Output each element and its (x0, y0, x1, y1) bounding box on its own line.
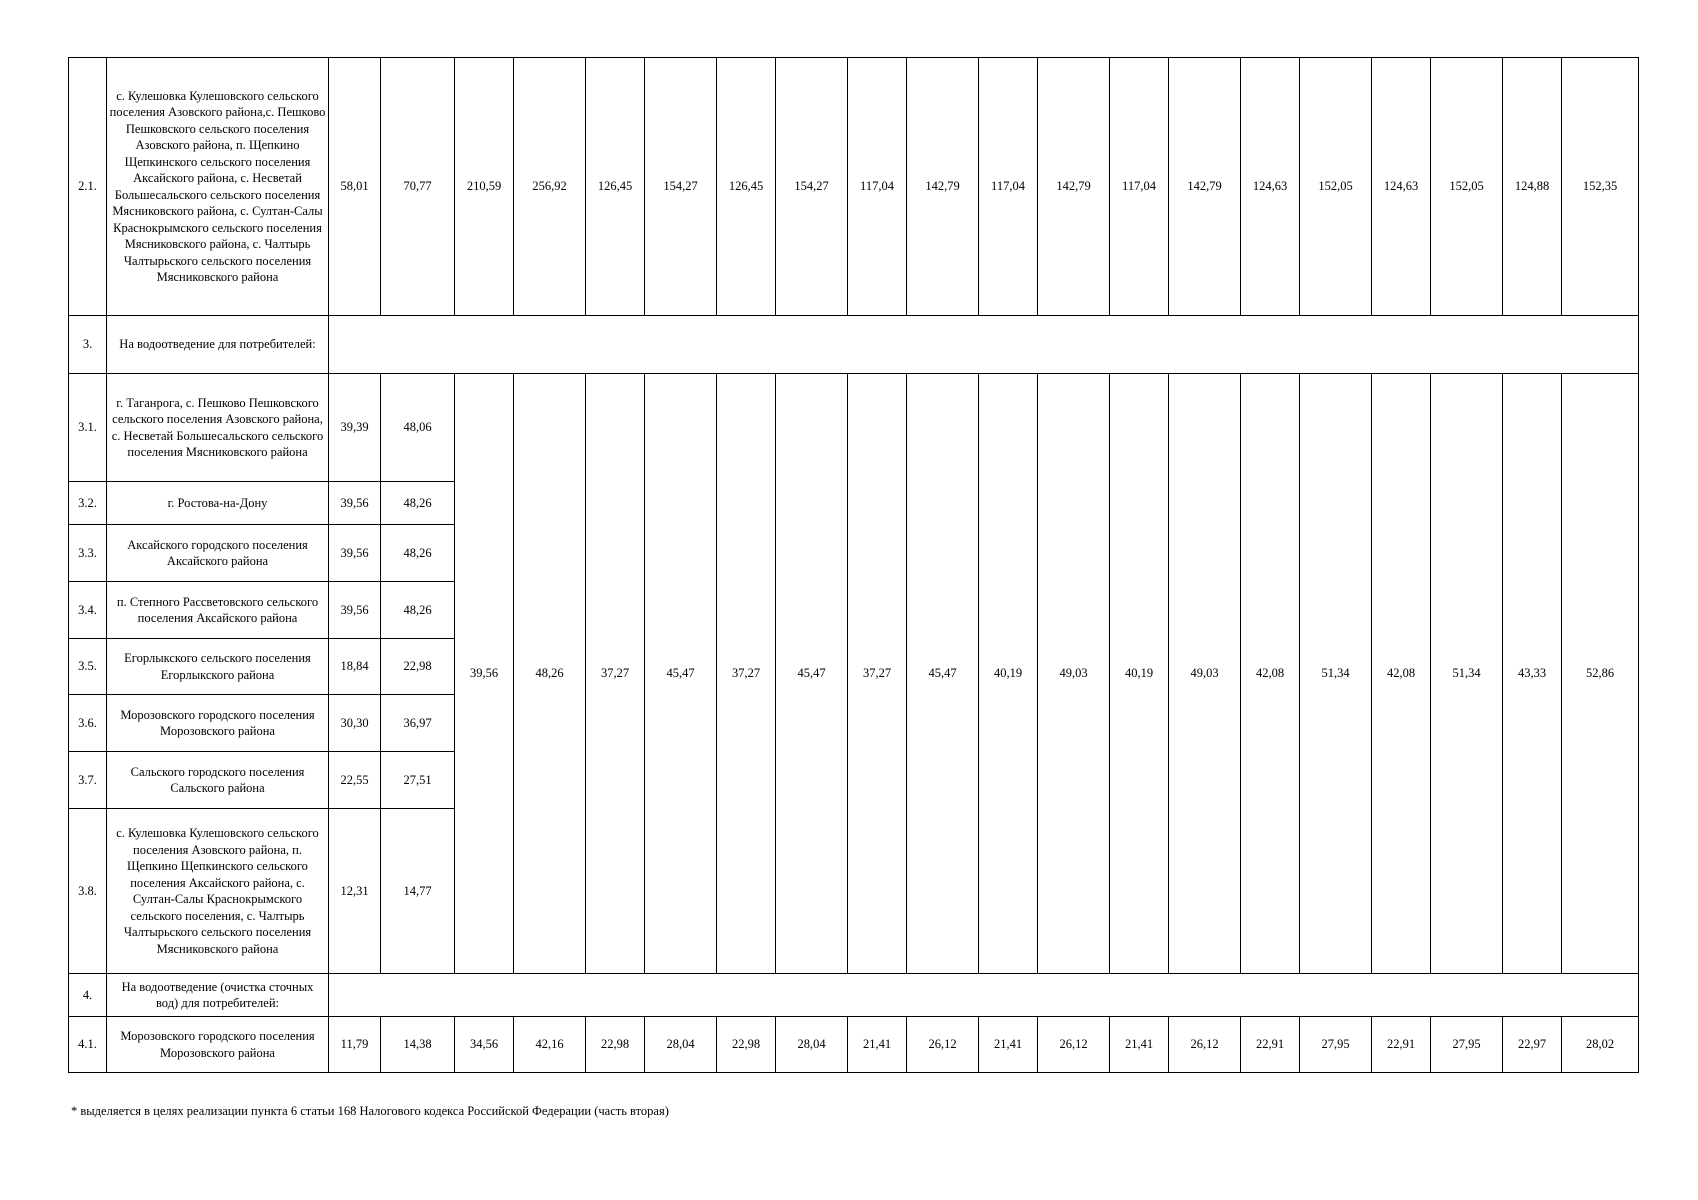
value-cell: 36,97 (381, 695, 455, 752)
row-number: 3.1. (69, 374, 107, 482)
footnote: * выделяется в целях реализации пункта 6 статьи 168 Налогового кодекса Российской Федерации (часть вторая) (71, 1104, 669, 1118)
merged-value-cell: 37,27 (586, 374, 645, 974)
table-row-4-1 (69, 1017, 1639, 1073)
merged-value-cell: 42,08 (1241, 374, 1300, 974)
value-cell: 12,31 (329, 809, 381, 974)
value-cell: 117,04 (979, 58, 1038, 316)
value-cell: 22,98 (381, 639, 455, 695)
value-cell: 154,27 (645, 58, 717, 316)
value-cell: 27,95 (1431, 1017, 1503, 1073)
value-cell: 126,45 (586, 58, 645, 316)
section-4-header-row (69, 974, 1639, 1017)
table-row-2-1 (69, 58, 1639, 316)
merged-value-cell: 45,47 (907, 374, 979, 974)
value-cell: 152,05 (1431, 58, 1503, 316)
merged-value-cell: 40,19 (1110, 374, 1169, 974)
value-cell: 124,63 (1241, 58, 1300, 316)
row-number: 3.4. (69, 582, 107, 639)
row-locality: Морозовского городского поселения Морозовского района (107, 695, 329, 752)
row-locality: с. Кулешовка Кулешовского сельского поселения Азовского района,с. Пешково Пешковского сельского поселения Азовского района, п. Щепкино Щепкинского сельского поселения Аксайского района, с. Несветай Большесальского сельского поселения Мясниковского района, с. Султан-Салы Краснокрымского сельского поселения Мясниковского района, с. Чалтырь Чалтырьского сельского поселения Мясниковского района (107, 58, 329, 316)
merged-value-cell: 37,27 (717, 374, 776, 974)
tariff-table (68, 57, 1639, 1073)
row-number: 3.8. (69, 809, 107, 974)
value-cell: 142,79 (1169, 58, 1241, 316)
value-cell: 22,91 (1241, 1017, 1300, 1073)
row-number: 3.6. (69, 695, 107, 752)
value-cell: 27,95 (1300, 1017, 1372, 1073)
value-cell: 210,59 (455, 58, 514, 316)
merged-value-cell: 37,27 (848, 374, 907, 974)
value-cell: 26,12 (1038, 1017, 1110, 1073)
value-cell: 28,02 (1562, 1017, 1639, 1073)
value-cell: 22,98 (717, 1017, 776, 1073)
value-cell: 48,26 (381, 582, 455, 639)
merged-value-cell: 51,34 (1431, 374, 1503, 974)
row-locality: п. Степного Рассветовского сельского поселения Аксайского района (107, 582, 329, 639)
value-cell: 117,04 (848, 58, 907, 316)
row-number: 4.1. (69, 1017, 107, 1073)
merged-value-cell: 49,03 (1038, 374, 1110, 974)
value-cell: 22,98 (586, 1017, 645, 1073)
value-cell: 142,79 (907, 58, 979, 316)
value-cell: 124,63 (1372, 58, 1431, 316)
value-cell: 21,41 (848, 1017, 907, 1073)
value-cell: 39,56 (329, 482, 381, 525)
merged-value-cell: 48,26 (514, 374, 586, 974)
value-cell: 124,88 (1503, 58, 1562, 316)
value-cell: 26,12 (907, 1017, 979, 1073)
value-cell: 22,97 (1503, 1017, 1562, 1073)
row-number: 2.1. (69, 58, 107, 316)
section-number: 4. (69, 974, 107, 1017)
value-cell: 27,51 (381, 752, 455, 809)
merged-value-cell: 45,47 (776, 374, 848, 974)
value-cell: 39,56 (329, 525, 381, 582)
value-cell: 14,38 (381, 1017, 455, 1073)
section-empty-cell (329, 974, 1639, 1017)
row-locality: с. Кулешовка Кулешовского сельского поселения Азовского района, п. Щепкино Щепкинского сельского поселения Аксайского района, с. Султан-Салы Краснокрымского сельского поселения, с. Чалтырь Чалтырьского сельского поселения Мясниковского района (107, 809, 329, 974)
value-cell: 18,84 (329, 639, 381, 695)
value-cell: 117,04 (1110, 58, 1169, 316)
section-number: 3. (69, 316, 107, 374)
merged-value-cell: 42,08 (1372, 374, 1431, 974)
value-cell: 48,06 (381, 374, 455, 482)
merged-value-cell: 45,47 (645, 374, 717, 974)
section-title: На водоотведение (очистка сточных вод) для потребителей: (107, 974, 329, 1017)
row-locality: Аксайского городского поселения Аксайского района (107, 525, 329, 582)
value-cell: 28,04 (645, 1017, 717, 1073)
value-cell: 11,79 (329, 1017, 381, 1073)
value-cell: 39,39 (329, 374, 381, 482)
row-locality: г. Таганрога, с. Пешково Пешковского сельского поселения Азовского района, с. Несветай Большесальского сельского поселения Мясниковского района (107, 374, 329, 482)
value-cell: 70,77 (381, 58, 455, 316)
value-cell: 154,27 (776, 58, 848, 316)
value-cell: 22,55 (329, 752, 381, 809)
value-cell: 42,16 (514, 1017, 586, 1073)
value-cell: 126,45 (717, 58, 776, 316)
value-cell: 48,26 (381, 482, 455, 525)
section-3-header-row (69, 316, 1639, 374)
merged-value-cell: 39,56 (455, 374, 514, 974)
value-cell: 28,04 (776, 1017, 848, 1073)
row-locality: Морозовского городского поселения Морозовского района (107, 1017, 329, 1073)
section-empty-cell (329, 316, 1639, 374)
value-cell: 22,91 (1372, 1017, 1431, 1073)
merged-value-cell: 40,19 (979, 374, 1038, 974)
value-cell: 30,30 (329, 695, 381, 752)
merged-value-cell: 51,34 (1300, 374, 1372, 974)
value-cell: 48,26 (381, 525, 455, 582)
row-number: 3.2. (69, 482, 107, 525)
value-cell: 14,77 (381, 809, 455, 974)
section-title: На водоотведение для потребителей: (107, 316, 329, 374)
value-cell: 152,05 (1300, 58, 1372, 316)
row-number: 3.5. (69, 639, 107, 695)
value-cell: 152,35 (1562, 58, 1639, 316)
value-cell: 142,79 (1038, 58, 1110, 316)
row-locality: Сальского городского поселения Сальского района (107, 752, 329, 809)
merged-value-cell: 49,03 (1169, 374, 1241, 974)
value-cell: 39,56 (329, 582, 381, 639)
row-locality: г. Ростова-на-Дону (107, 482, 329, 525)
value-cell: 21,41 (1110, 1017, 1169, 1073)
value-cell: 21,41 (979, 1017, 1038, 1073)
value-cell: 26,12 (1169, 1017, 1241, 1073)
row-number: 3.7. (69, 752, 107, 809)
row-number: 3.3. (69, 525, 107, 582)
merged-value-cell: 43,33 (1503, 374, 1562, 974)
row-locality: Егорлыкского сельского поселения Егорлыкского района (107, 639, 329, 695)
merged-value-cell: 52,86 (1562, 374, 1639, 974)
table-row-3-1 (69, 374, 1639, 482)
value-cell: 34,56 (455, 1017, 514, 1073)
value-cell: 58,01 (329, 58, 381, 316)
value-cell: 256,92 (514, 58, 586, 316)
